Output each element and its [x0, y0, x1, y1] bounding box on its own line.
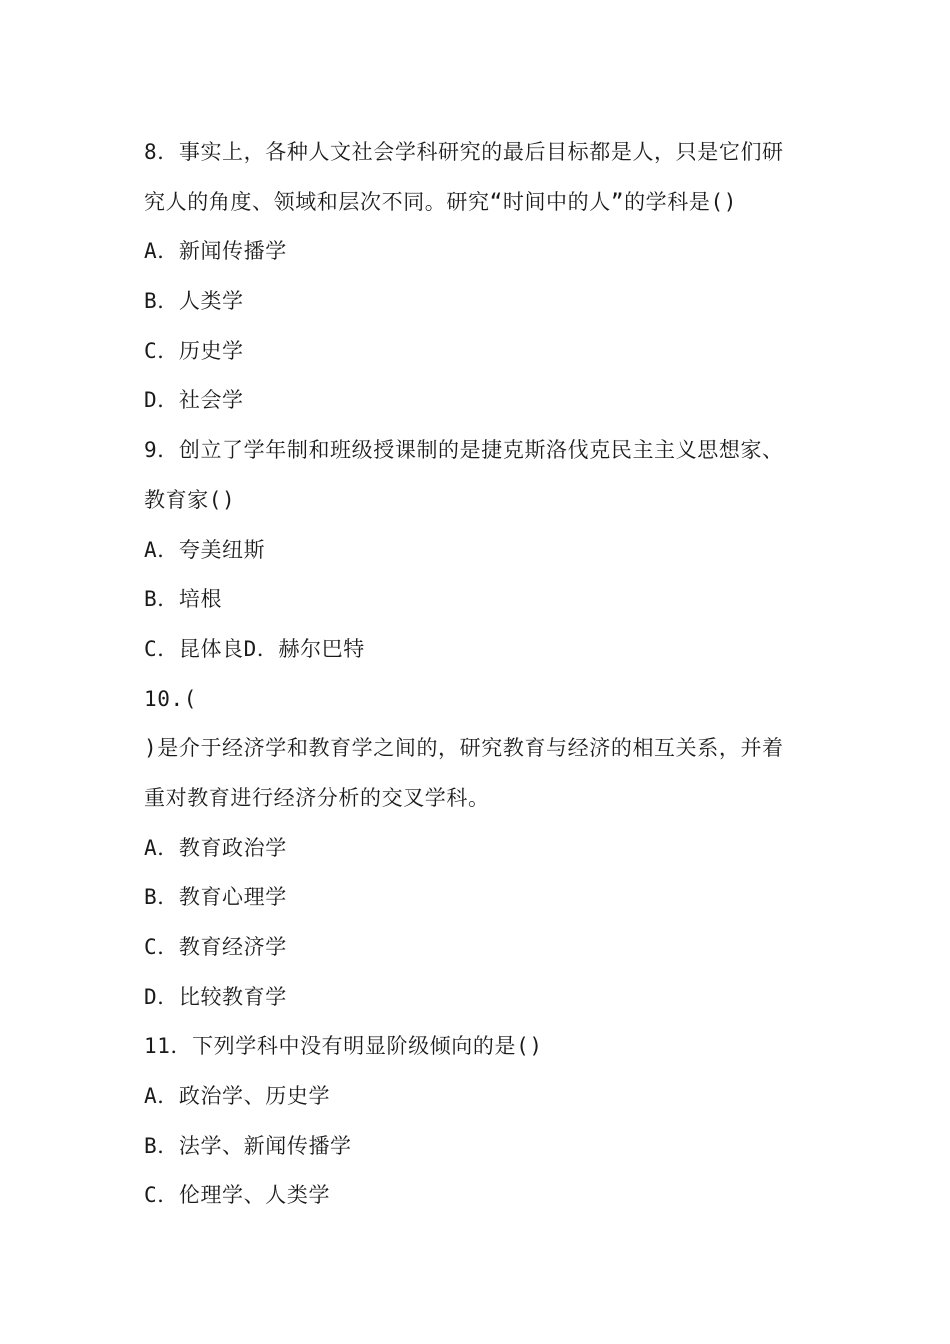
question-8-option-b: B．人类学 [144, 289, 244, 314]
question-9-option-b: B．培根 [144, 587, 223, 612]
question-10-text-line-2: 重对教育进行经济分析的交叉学科。 [144, 785, 490, 810]
question-8-text-line-2: 究人的角度、领域和层次不同。研究“时间中的人”的学科是() [144, 189, 737, 214]
question-11-option-b: B．法学、新闻传播学 [144, 1133, 352, 1158]
question-9-option-c-d: C．昆体良D．赫尔巴特 [144, 636, 365, 661]
question-10-text-line-1: )是介于经济学和教育学之间的，研究教育与经济的相互关系，并着 [144, 736, 784, 761]
question-8-option-c: C．历史学 [144, 338, 244, 363]
question-10-option-a: A．教育政治学 [144, 835, 287, 860]
document-body [144, 128, 814, 1221]
question-8-text-line-1: 8．事实上，各种人文社会学科研究的最后目标都是人，只是它们研 [144, 140, 784, 164]
question-11-text: 11．下列学科中没有明显阶级倾向的是() [144, 1034, 543, 1059]
question-10-option-c: C．教育经济学 [144, 935, 287, 959]
question-10-option-b: B．教育心理学 [144, 885, 287, 910]
question-9-text-line-2: 教育家() [144, 487, 236, 512]
question-10-number: 10.( [144, 686, 197, 711]
question-9-option-a: A．夸美纽斯 [144, 537, 266, 562]
question-8-option-d: D．社会学 [144, 388, 244, 413]
question-11-option-a: A．政治学、历史学 [144, 1084, 331, 1109]
question-9-text-line-1: 9．创立了学年制和班级授课制的是捷克斯洛伐克民主主义思想家、 [144, 438, 784, 463]
question-11-option-c: C．伦理学、人类学 [144, 1183, 331, 1208]
question-8-option-a: A．新闻传播学 [144, 239, 287, 264]
question-10-option-d: D．比较教育学 [144, 984, 287, 1009]
